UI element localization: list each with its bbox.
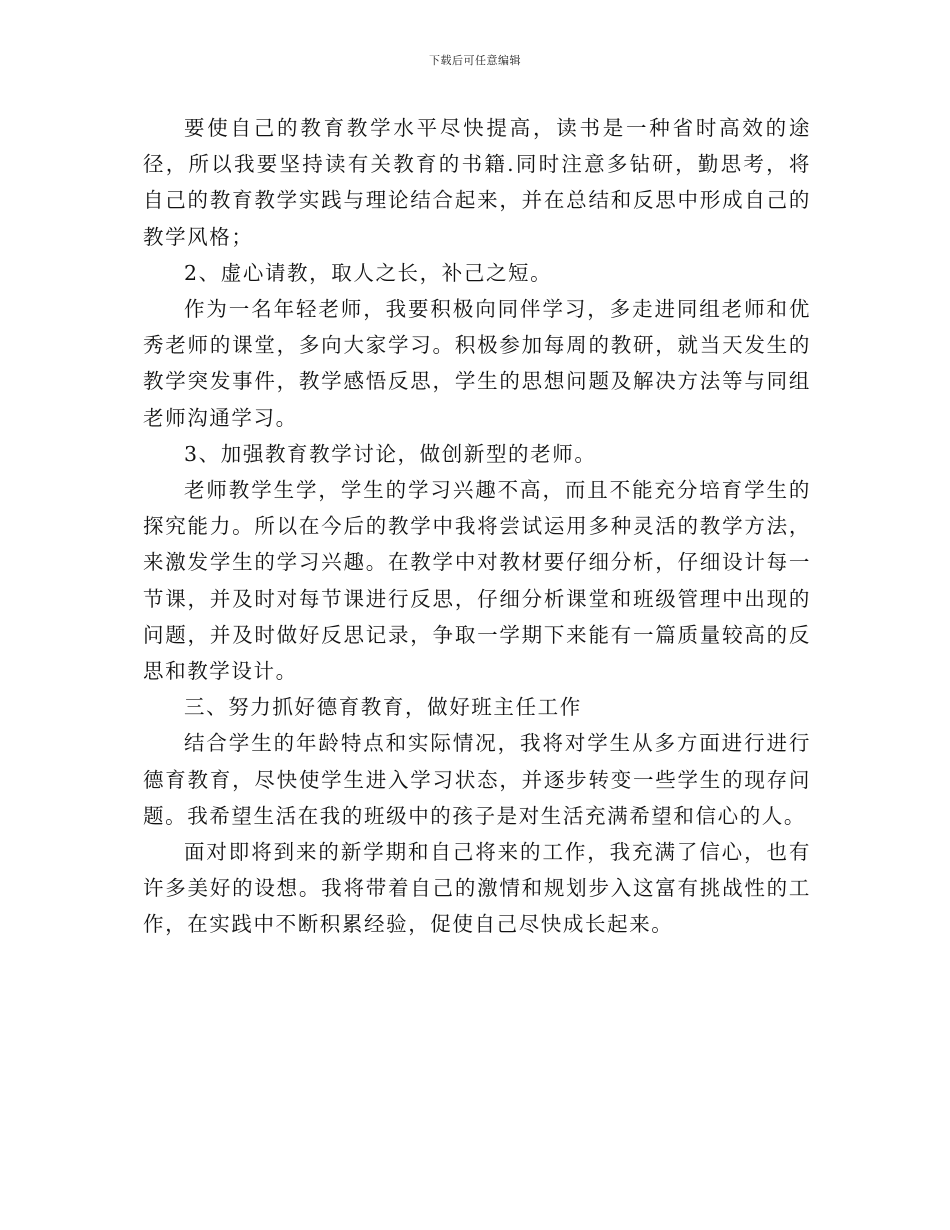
heading-moral-education: 三、努力抓好德育教育，做好班主任工作	[184, 695, 582, 720]
paragraph-conclusion: 面对即将到来的新学期和自己将来的工作，我充满了信心，也有许多美好的设想。我将带着自己的激情和规划步入这富有挑战性的工作，在实践中不断积累经验，促使自己尽快成长起来。	[143, 840, 811, 937]
paragraph-peer-learning: 作为一名年轻老师，我要积极向同伴学习，多走进同组老师和优秀老师的课堂，多向大家学习。积极参加每周的教研，就当天发生的教学突发事件，教学感悟反思，学生的思想问题及解决方法等与同组老师沟通学习。	[143, 297, 811, 430]
paragraph-reading-books: 要使自己的教育教学水平尽快提高，读书是一种省时高效的途径，所以我要坚持读有关教育的书籍.同时注意多钻研，勤思考，将自己的教育教学实践与理论结合起来，并在总结和反思中形成自己的教学风格；	[143, 116, 811, 249]
document-body	[143, 110, 811, 943]
heading-humble-learning: 2、虚心请教，取人之长，补己之短。	[184, 260, 553, 285]
paragraph-moral-education: 结合学生的年龄特点和实际情况，我将对学生从多方面进行进行德育教育，尽快使学生进入学习状态，并逐步转变一些学生的现存问题。我希望生活在我的班级中的孩子是对生活充满希望和信心的人。	[143, 731, 811, 828]
heading-teaching-discussion: 3、加强教育教学讨论，做创新型的老师。	[184, 441, 597, 466]
paragraph-teaching-methods: 老师教学生学，学生的学习兴趣不高，而且不能充分培育学生的探究能力。所以在今后的教学中我将尝试运用多种灵活的教学方法，来激发学生的学习兴趣。在教学中对教材要仔细分析，仔细设计每一节课，并及时对每节课进行反思，仔细分析课堂和班级管理中出现的问题，并及时做好反思记录，争取一学期下来能有一篇质量较高的反思和教学设计。	[143, 478, 811, 684]
page-header-note: 下载后可任意编辑	[429, 54, 521, 67]
